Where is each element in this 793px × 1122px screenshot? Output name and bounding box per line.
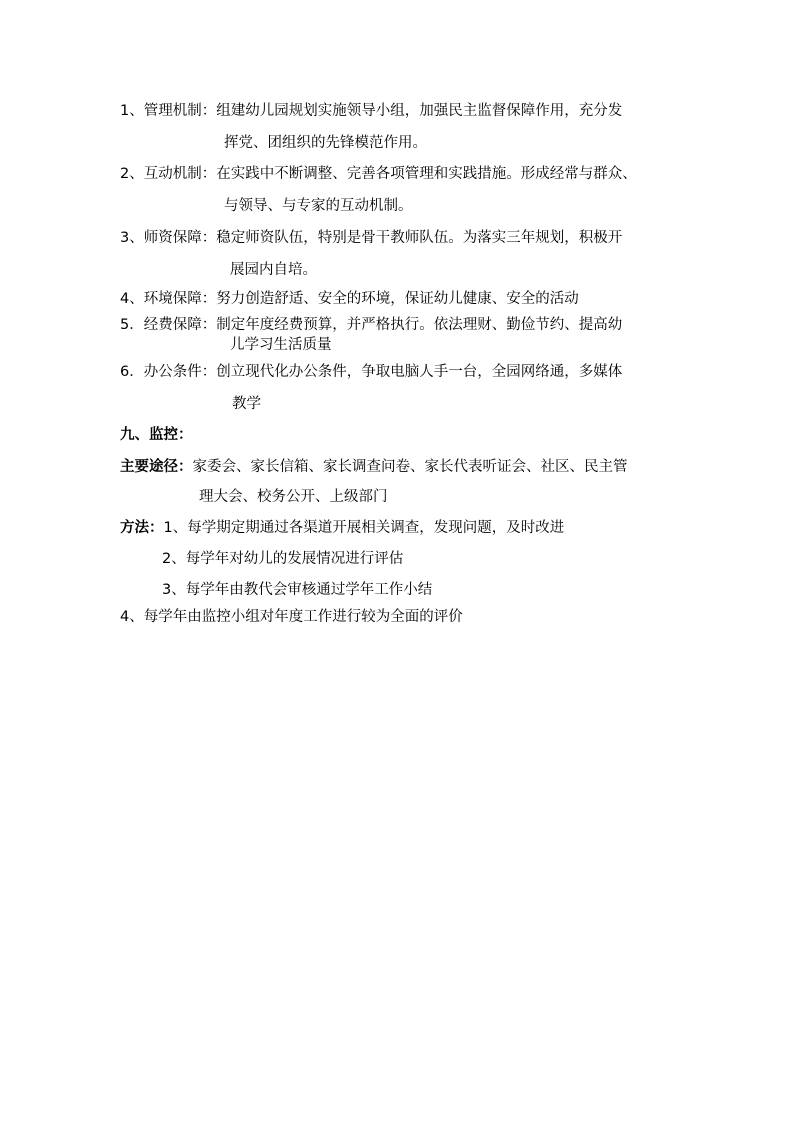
item-label: 3、师资保障： xyxy=(120,230,217,246)
item-text: 创立现代化办公条件，争取电脑人手一台，全园网络通，多媒体 xyxy=(216,364,623,380)
guarantee-item-2 xyxy=(120,164,637,184)
guarantee-item-4 xyxy=(120,289,579,309)
item-text: 制定年度经费预算，并严格执行。依法理财、勤俭节约、提高幼 xyxy=(216,317,623,333)
monitoring-method-3: 3、每学年由教代会审核通过学年工作小结 xyxy=(162,582,433,598)
guarantee-item-3 xyxy=(120,228,622,248)
guarantee-item-6 xyxy=(120,362,622,382)
item-text: 组建幼儿园规划实施领导小组，加强民主监督保障作用，充分发 xyxy=(216,103,623,119)
channels-text: 家委会、家长信箱、家长调查问卷、家长代表听证会、社区、民主管 xyxy=(192,459,628,475)
monitoring-method-4: 4、每学年由监控小组对年度工作进行较为全面的评价 xyxy=(120,609,463,625)
item-text: 在实践中不断调整、完善各项管理和实践措施。形成经常与群众、 xyxy=(216,166,637,182)
guarantee-item-5-continuation: 儿学习生活质量 xyxy=(230,337,332,353)
guarantee-item-5 xyxy=(120,315,622,335)
item-label: 2、互动机制： xyxy=(120,166,217,182)
method-text: 1、每学期定期通过各渠道开展相关调查，发现问题，及时改进 xyxy=(163,520,565,536)
guarantee-item-1 xyxy=(120,101,622,121)
item-label: 1、管理机制： xyxy=(120,103,217,119)
guarantee-item-3-continuation: 展园内自培。 xyxy=(230,262,317,278)
monitoring-method-2: 2、每学年对幼儿的发展情况进行评估 xyxy=(162,551,404,567)
guarantee-item-1-continuation: 挥党、团组织的先锋模范作用。 xyxy=(224,135,427,151)
monitoring-channels xyxy=(120,457,628,477)
monitoring-method-1 xyxy=(120,518,564,538)
item-label: 5．经费保障： xyxy=(120,317,217,333)
channels-label: 主要途径： xyxy=(120,459,193,475)
methods-label: 方法： xyxy=(120,520,164,536)
monitoring-channels-continuation: 理大会、校务公开、上级部门 xyxy=(199,489,388,505)
item-text: 努力创造舒适、安全的环境，保证幼儿健康、安全的活动 xyxy=(216,291,579,307)
guarantee-item-6-continuation: 教学 xyxy=(232,396,261,412)
item-text: 稳定师资队伍，特别是骨干教师队伍。为落实三年规划，积极开 xyxy=(216,230,623,246)
guarantee-item-2-continuation: 与领导、与专家的互动机制。 xyxy=(224,198,413,214)
item-label: 6．办公条件： xyxy=(120,364,217,380)
section-heading-monitoring: 九、监控： xyxy=(120,427,193,443)
item-label: 4、环境保障： xyxy=(120,291,217,307)
